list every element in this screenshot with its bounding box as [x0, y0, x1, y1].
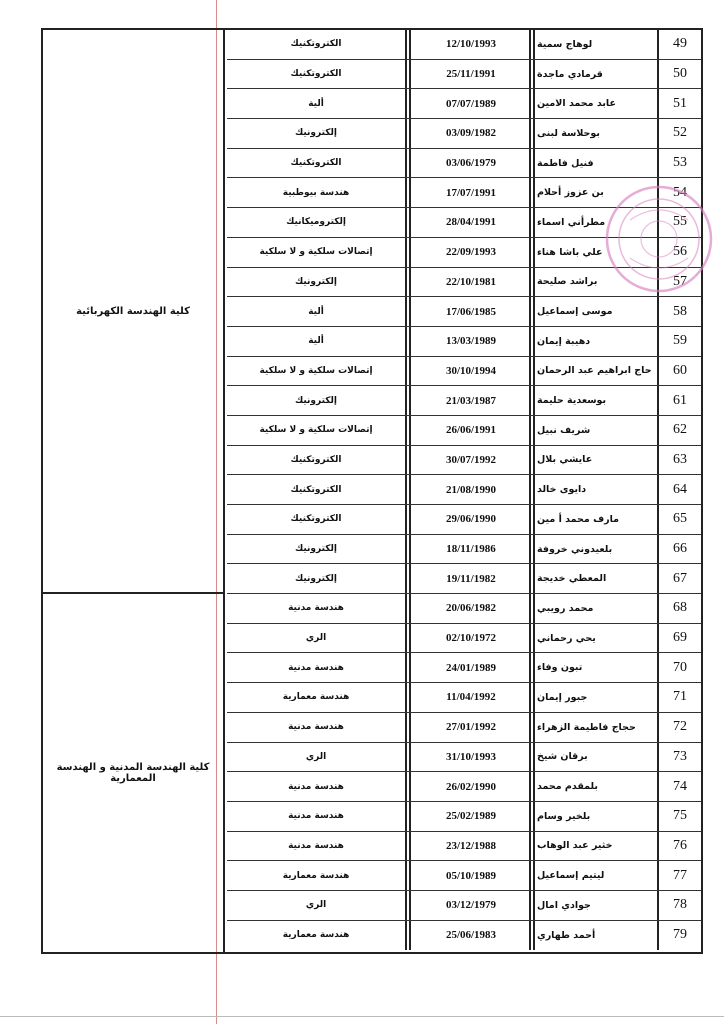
specialty-cell: هندسة بيوطبية	[227, 178, 407, 207]
name-cell: جبور إيمان	[537, 683, 659, 712]
table-row	[227, 149, 701, 179]
birth-date-cell: 12/10/1993	[413, 30, 531, 59]
spacer-cell	[531, 386, 535, 415]
specialty-cell: هندسة مدنية	[227, 594, 407, 623]
specialty-cell: الري	[227, 743, 407, 772]
row-number-cell: 74	[673, 778, 687, 794]
row-number-cell: 77	[673, 867, 687, 883]
spacer-cell	[531, 624, 535, 653]
table-row	[227, 89, 701, 119]
specialty-cell: ألية	[227, 89, 407, 118]
name-cell: بوسعدية حليمة	[537, 386, 659, 415]
row-number-cell: 67	[673, 570, 687, 586]
spacer-cell	[531, 30, 535, 59]
table-row	[227, 832, 701, 862]
specialty-cell: هندسة مدنية	[227, 802, 407, 831]
birth-date-cell: 21/03/1987	[413, 386, 531, 415]
name-cell: يحي رحماني	[537, 624, 659, 653]
spacer-cell	[531, 802, 535, 831]
page-bottom-line	[0, 1016, 724, 1017]
spacer-cell	[407, 268, 411, 297]
table-row	[227, 357, 701, 387]
birth-date-cell: 30/10/1994	[413, 357, 531, 386]
name-cell: شريف نبيل	[537, 416, 659, 445]
spacer-cell	[407, 446, 411, 475]
table-row	[227, 594, 701, 624]
row-number-cell: 63	[673, 451, 687, 467]
spacer-cell	[531, 832, 535, 861]
name-cell: عايشي بلال	[537, 446, 659, 475]
spacer-cell	[407, 416, 411, 445]
specialty-cell: هندسة معمارية	[227, 683, 407, 712]
specialty-cell: ألية	[227, 327, 407, 356]
specialty-cell: هندسة معمارية	[227, 921, 407, 951]
specialty-cell: الكتروتكنيك	[227, 60, 407, 89]
specialty-cell: هندسة مدنية	[227, 832, 407, 861]
birth-date-cell: 31/10/1993	[413, 743, 531, 772]
table-row	[227, 505, 701, 535]
name-cell: براشد صليحة	[537, 268, 659, 297]
spacer-cell	[407, 89, 411, 118]
spacer-cell	[407, 861, 411, 890]
spacer-cell	[531, 446, 535, 475]
name-cell: بن عزوز أحلام	[537, 178, 659, 207]
table-row	[227, 327, 701, 357]
row-number-cell: 78	[673, 897, 687, 913]
row-number-cell: 51	[673, 95, 687, 111]
name-cell: مارف محمد أ مين	[537, 505, 659, 534]
table-row	[227, 416, 701, 446]
spacer-cell	[407, 297, 411, 326]
spacer-cell	[531, 683, 535, 712]
row-number-cell: 71	[673, 689, 687, 705]
name-cell: دهيبة إيمان	[537, 327, 659, 356]
table-row	[227, 713, 701, 743]
spacer-cell	[407, 327, 411, 356]
specialty-cell: الري	[227, 624, 407, 653]
spacer-cell	[531, 178, 535, 207]
row-number-cell: 59	[673, 333, 687, 349]
birth-date-cell: 23/12/1988	[413, 832, 531, 861]
name-cell: قرمادي ماجدة	[537, 60, 659, 89]
specialty-cell: الري	[227, 891, 407, 920]
specialty-cell: إلكتروميكانيك	[227, 208, 407, 237]
birth-date-cell: 05/10/1989	[413, 861, 531, 890]
name-cell: المعطي خديجة	[537, 564, 659, 593]
row-number-cell: 62	[673, 422, 687, 438]
row-number-cell: 52	[673, 125, 687, 141]
specialty-cell: إلكترونيك	[227, 119, 407, 148]
table-row	[227, 268, 701, 298]
spacer-cell	[407, 60, 411, 89]
faculty-electrical: كلية الهندسة الكهربائية	[43, 30, 223, 594]
specialty-cell: إتصالات سلكية و لا سلكية	[227, 238, 407, 267]
row-number-cell: 65	[673, 511, 687, 527]
table-row	[227, 535, 701, 565]
birth-date-cell: 13/03/1989	[413, 327, 531, 356]
spacer-cell	[407, 208, 411, 237]
faculty-civil-architecture: كلية الهندسة المدنية و الهندسة المعمارية	[56, 762, 210, 784]
spacer-cell	[531, 268, 535, 297]
specialty-cell: الكتروتكنيك	[227, 30, 407, 59]
spacer-cell	[407, 743, 411, 772]
spacer-cell	[531, 713, 535, 742]
specialty-cell: إلكترونيك	[227, 386, 407, 415]
name-cell: دايوى خالد	[537, 475, 659, 504]
table-row	[227, 208, 701, 238]
row-number-cell: 64	[673, 481, 687, 497]
spacer-cell	[407, 891, 411, 920]
spacer-cell	[407, 30, 411, 59]
row-number-cell: 69	[673, 630, 687, 646]
spacer-cell	[531, 535, 535, 564]
spacer-cell	[531, 653, 535, 682]
birth-date-cell: 29/06/1990	[413, 505, 531, 534]
spacer-cell	[531, 119, 535, 148]
table-row	[227, 921, 701, 951]
name-cell: جوادي امال	[537, 891, 659, 920]
birth-date-cell: 17/07/1991	[413, 178, 531, 207]
spacer-cell	[531, 861, 535, 890]
birth-date-cell: 25/11/1991	[413, 60, 531, 89]
row-number-cell: 53	[673, 155, 687, 171]
table-row	[227, 772, 701, 802]
faculty-column	[43, 30, 225, 952]
birth-date-cell: 02/10/1972	[413, 624, 531, 653]
table-rows	[227, 30, 701, 950]
row-number-cell: 56	[673, 244, 687, 260]
row-number-cell: 66	[673, 541, 687, 557]
table-row	[227, 653, 701, 683]
row-number-cell: 50	[673, 66, 687, 82]
row-number-cell: 72	[673, 719, 687, 735]
spacer-cell	[407, 713, 411, 742]
birth-date-cell: 03/12/1979	[413, 891, 531, 920]
name-cell: محمد رويبي	[537, 594, 659, 623]
birth-date-cell: 28/04/1991	[413, 208, 531, 237]
spacer-cell	[407, 772, 411, 801]
row-number-cell: 70	[673, 659, 687, 675]
specialty-cell: هندسة مدنية	[227, 713, 407, 742]
name-cell: بلعيدوني خروفة	[537, 535, 659, 564]
name-cell: ليتيم إسماعيل	[537, 861, 659, 890]
spacer-cell	[531, 921, 535, 951]
spacer-cell	[531, 208, 535, 237]
birth-date-cell: 03/06/1979	[413, 149, 531, 178]
spacer-cell	[531, 594, 535, 623]
birth-date-cell: 24/01/1989	[413, 653, 531, 682]
specialty-cell: الكتروتكنيك	[227, 149, 407, 178]
table-row	[227, 238, 701, 268]
spacer-cell	[531, 89, 535, 118]
table-row	[227, 475, 701, 505]
birth-date-cell: 25/02/1989	[413, 802, 531, 831]
table-row	[227, 119, 701, 149]
birth-date-cell: 25/06/1983	[413, 921, 531, 951]
table-row	[227, 624, 701, 654]
spacer-cell	[531, 238, 535, 267]
spacer-cell	[407, 475, 411, 504]
birth-date-cell: 19/11/1982	[413, 564, 531, 593]
table-row	[227, 861, 701, 891]
spacer-cell	[407, 149, 411, 178]
birth-date-cell: 20/06/1982	[413, 594, 531, 623]
table-row	[227, 386, 701, 416]
table-row	[227, 60, 701, 90]
spacer-cell	[407, 594, 411, 623]
birth-date-cell: 26/06/1991	[413, 416, 531, 445]
specialty-cell: هندسة معمارية	[227, 861, 407, 890]
spacer-cell	[531, 743, 535, 772]
spacer-cell	[407, 564, 411, 593]
name-cell: مطرأني اسماء	[537, 208, 659, 237]
spacer-cell	[531, 297, 535, 326]
spacer-cell	[531, 772, 535, 801]
row-number-cell: 58	[673, 303, 687, 319]
table-row	[227, 446, 701, 476]
specialty-cell: إتصالات سلكية و لا سلكية	[227, 416, 407, 445]
spacer-cell	[531, 416, 535, 445]
spacer-cell	[407, 238, 411, 267]
specialty-cell: هندسة مدنية	[227, 772, 407, 801]
table-row	[227, 30, 701, 60]
table-row	[227, 564, 701, 594]
specialty-cell: إلكترونيك	[227, 564, 407, 593]
row-number-cell: 60	[673, 362, 687, 378]
name-cell: برقان شيخ	[537, 743, 659, 772]
specialty-cell: الكتروتكنيك	[227, 475, 407, 504]
name-cell: عابد محمد الامين	[537, 89, 659, 118]
spacer-cell	[531, 60, 535, 89]
row-number-cell: 57	[673, 273, 687, 289]
table-row	[227, 891, 701, 921]
name-cell: حاج ابراهيم عبد الرحمان	[537, 357, 659, 386]
spacer-cell	[407, 535, 411, 564]
table-row	[227, 743, 701, 773]
spacer-cell	[407, 921, 411, 951]
spacer-cell	[407, 178, 411, 207]
spacer-cell	[407, 832, 411, 861]
specialty-cell: ألية	[227, 297, 407, 326]
name-cell: موسى إسماعيل	[537, 297, 659, 326]
spacer-cell	[531, 505, 535, 534]
birth-date-cell: 18/11/1986	[413, 535, 531, 564]
row-number-cell: 54	[673, 184, 687, 200]
row-number-cell: 76	[673, 837, 687, 853]
spacer-cell	[407, 357, 411, 386]
row-number-cell: 79	[673, 927, 687, 943]
row-number-cell: 75	[673, 808, 687, 824]
row-number-cell: 73	[673, 748, 687, 764]
specialty-cell: هندسة مدنية	[227, 653, 407, 682]
specialty-cell: الكتروتكنيك	[227, 505, 407, 534]
spacer-cell	[407, 119, 411, 148]
spacer-cell	[407, 505, 411, 534]
birth-date-cell: 03/09/1982	[413, 119, 531, 148]
name-cell: علي باشا هناء	[537, 238, 659, 267]
name-cell: أحمد طهاري	[537, 921, 659, 951]
name-cell: حجاج فاطيمة الزهراء	[537, 713, 659, 742]
birth-date-cell: 22/09/1993	[413, 238, 531, 267]
row-number-cell: 49	[673, 36, 687, 52]
row-number-cell: 61	[673, 392, 687, 408]
birth-date-cell: 30/07/1992	[413, 446, 531, 475]
name-cell: خثير عبد الوهاب	[537, 832, 659, 861]
name-cell: بوحلاسة لبنى	[537, 119, 659, 148]
name-cell: فنيل فاطمة	[537, 149, 659, 178]
birth-date-cell: 26/02/1990	[413, 772, 531, 801]
table-row	[227, 297, 701, 327]
table-row	[227, 802, 701, 832]
spacer-cell	[531, 357, 535, 386]
spacer-cell	[531, 327, 535, 356]
spacer-cell	[407, 386, 411, 415]
name-cell: لوهاج سمية	[537, 30, 659, 59]
specialty-cell: إلكترونيك	[227, 268, 407, 297]
spacer-cell	[407, 683, 411, 712]
spacer-cell	[531, 891, 535, 920]
spacer-cell	[407, 802, 411, 831]
name-cell: تبون وفاء	[537, 653, 659, 682]
row-number-cell: 68	[673, 600, 687, 616]
table-row	[227, 683, 701, 713]
name-cell: بلمقدم محمد	[537, 772, 659, 801]
spacer-cell	[407, 624, 411, 653]
specialty-cell: إلكترونيك	[227, 535, 407, 564]
spacer-cell	[531, 149, 535, 178]
row-number-cell: 55	[673, 214, 687, 230]
candidates-table	[41, 28, 703, 954]
birth-date-cell: 27/01/1992	[413, 713, 531, 742]
spacer-cell	[407, 653, 411, 682]
name-cell: بلخير وسام	[537, 802, 659, 831]
specialty-cell: إتصالات سلكية و لا سلكية	[227, 357, 407, 386]
birth-date-cell: 11/04/1992	[413, 683, 531, 712]
birth-date-cell: 07/07/1989	[413, 89, 531, 118]
birth-date-cell: 21/08/1990	[413, 475, 531, 504]
birth-date-cell: 22/10/1981	[413, 268, 531, 297]
birth-date-cell: 17/06/1985	[413, 297, 531, 326]
spacer-cell	[531, 564, 535, 593]
specialty-cell: الكتروتكنيك	[227, 446, 407, 475]
spacer-cell	[531, 475, 535, 504]
table-row	[227, 178, 701, 208]
